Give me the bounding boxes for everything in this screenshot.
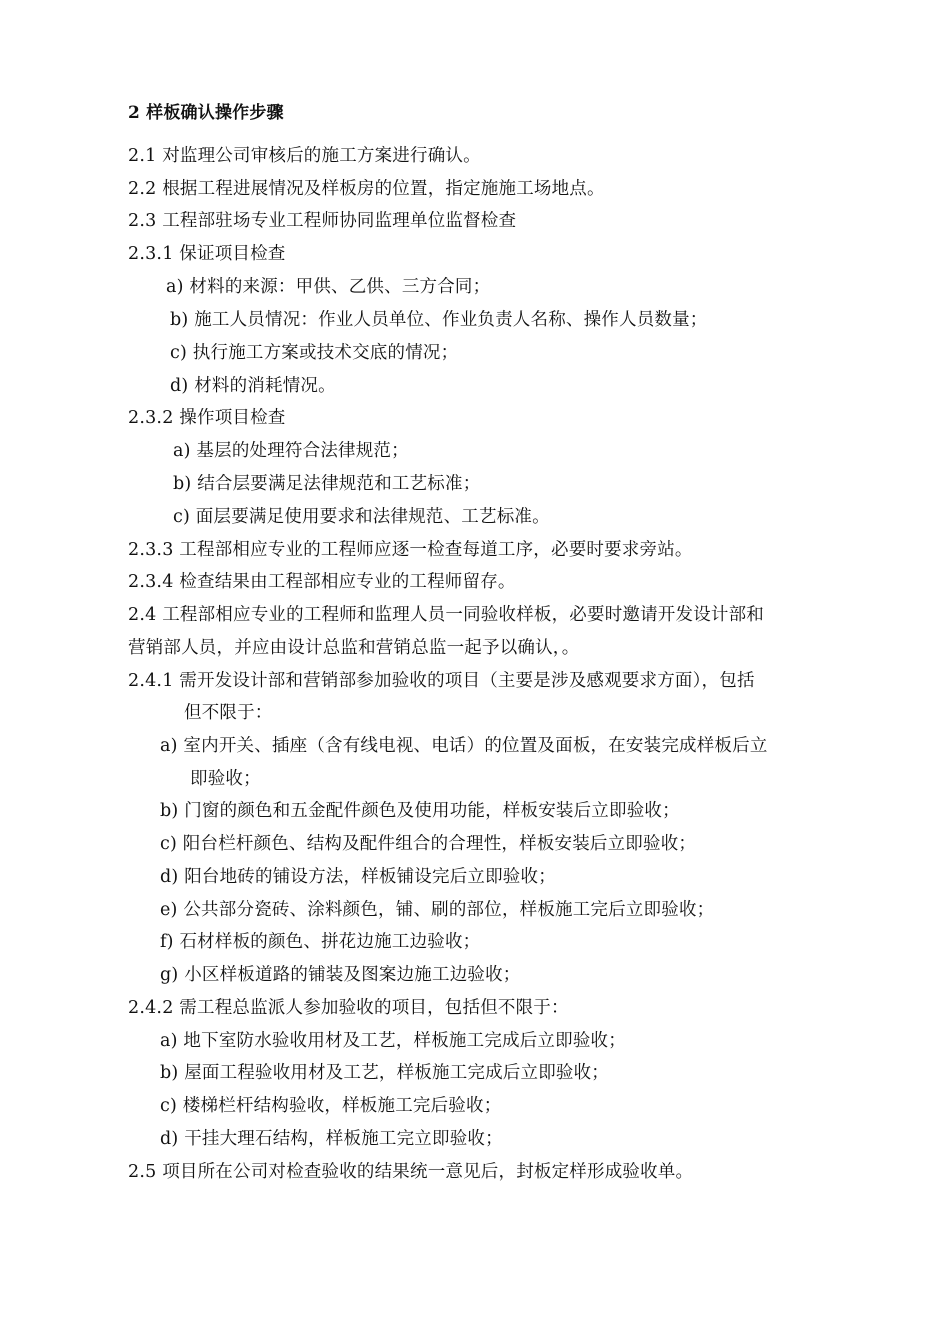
paragraph-2-3: 2.3 工程部驻场专业工程师协同监理单位监督检查 (128, 211, 517, 231)
list-item: b) 施工人员情况：作业人员单位、作业负责人名称、操作人员数量； (170, 310, 708, 330)
subheading-2-3-1: 2.3.1 保证项目检查 (128, 244, 286, 264)
paragraph-2-5: 2.5 项目所在公司对检查验收的结果统一意见后，封板定样形成验收单。 (128, 1162, 694, 1182)
list-item: a) 材料的来源：甲供、乙供、三方合同； (166, 277, 491, 297)
list-item: d) 阳台地砖的铺设方法，样板铺设完后立即验收； (160, 867, 556, 887)
list-item: c) 楼梯栏杆结构验收，样板施工完后验收； (160, 1096, 502, 1116)
list-item: b) 门窗的颜色和五金配件颜色及使用功能，样板安装后立即验收； (160, 801, 680, 821)
list-item: c) 阳台栏杆颜色、结构及配件组合的合理性，样板安装后立即验收； (160, 834, 697, 854)
subheading-2-4-2: 2.4.2 需工程总监派人参加验收的项目，包括但不限于： (128, 998, 569, 1018)
list-item: g) 小区样板道路的铺装及图案边施工边验收； (160, 965, 521, 985)
list-item: a) 室内开关、插座（含有线电视、电话）的位置及面板，在安装完成样板后立 (160, 736, 768, 756)
list-item: a) 基层的处理符合法律规范； (173, 441, 409, 461)
paragraph-2-2: 2.2 根据工程进展情况及样板房的位置，指定施施工场地点。 (128, 179, 605, 199)
list-item: c) 面层要满足使用要求和法律规范、工艺标准。 (173, 507, 550, 527)
section-heading: 2 样板确认操作步骤 (128, 103, 284, 123)
paragraph-2-4: 2.4 工程部相应专业的工程师和监理人员一同验收样板，必要时邀请开发设计部和 (128, 605, 764, 625)
list-item-continued: 即验收； (190, 769, 261, 789)
list-item: e) 公共部分瓷砖、涂料颜色，铺、刷的部位，样板施工完后立即验收； (160, 900, 715, 920)
list-item: f) 石材样板的颜色、拼花边施工边验收； (160, 932, 481, 952)
list-item: d) 干挂大理石结构，样板施工完立即验收； (160, 1129, 503, 1149)
list-item: b) 屋面工程验收用材及工艺，样板施工完成后立即验收； (160, 1063, 609, 1083)
list-item: b) 结合层要满足法律规范和工艺标准； (173, 474, 481, 494)
list-item: d) 材料的消耗情况。 (170, 376, 336, 396)
paragraph-2-4-continued: 营销部人员，并应由设计总监和营销总监一起予以确认，。 (128, 638, 580, 658)
paragraph-2-3-4: 2.3.4 检查结果由工程部相应专业的工程师留存。 (128, 572, 516, 592)
subheading-2-3-2: 2.3.2 操作项目检查 (128, 408, 286, 428)
list-item: c) 执行施工方案或技术交底的情况； (170, 343, 459, 363)
subheading-2-4-1: 2.4.1 需开发设计部和营销部参加验收的项目（主要是涉及感观要求方面），包括 (128, 671, 755, 691)
subheading-2-4-1-continued: 但不限于： (184, 703, 273, 723)
list-item: a) 地下室防水验收用材及工艺，样板施工完成后立即验收； (160, 1031, 626, 1051)
paragraph-2-3-3: 2.3.3 工程部相应专业的工程师应逐一检查每道工序，必要时要求旁站。 (128, 540, 693, 560)
paragraph-2-1: 2.1 对监理公司审核后的施工方案进行确认。 (128, 146, 481, 166)
